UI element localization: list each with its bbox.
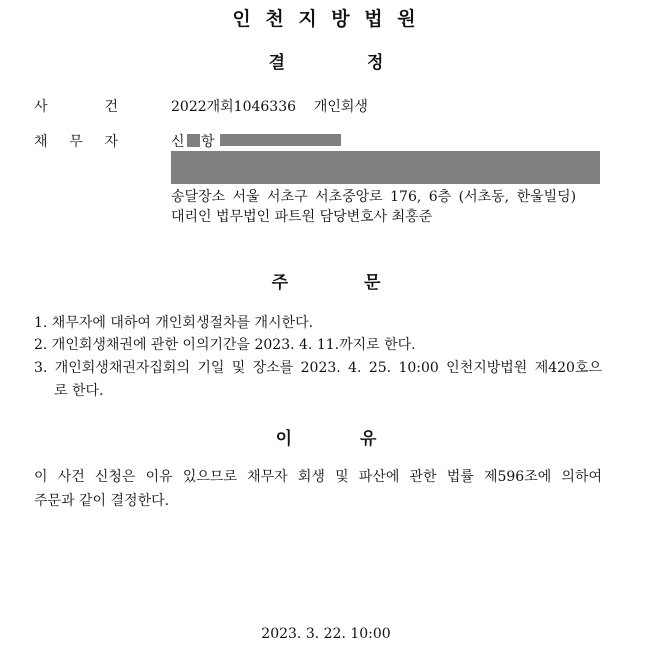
order-item-1: 1. 채무자에 대하여 개인회생절차를 개시한다. — [34, 315, 314, 331]
redacted-address-block — [171, 151, 600, 184]
redacted-id-block — [220, 134, 341, 146]
case-type: 개인회생 — [313, 99, 368, 115]
debtor-name-last: 항 — [201, 134, 215, 150]
decision-date: 2023. 3. 22. 10:00 — [261, 626, 391, 642]
order-heading: 주 문 — [271, 273, 381, 293]
order-item-3: 3. 개인회생채권자집회의 기일 및 장소를 2023. 4. 25. 10:00 인천지방법원 제420호으 — [34, 360, 602, 376]
delivery-address: 송달장소 서울 서초구 서초중앙로 176, 6층 (서초동, 한울빌딩) — [171, 189, 577, 205]
court-name: 인 천 지 방 법 원 — [232, 8, 420, 30]
case-label: 사 건 — [34, 99, 118, 115]
debtor-name: 신 — [171, 134, 185, 150]
reason-line-2: 주문과 같이 결정한다. — [34, 493, 170, 509]
debtor-label: 채 무 자 — [34, 134, 118, 150]
reason-heading: 이 유 — [275, 429, 377, 449]
order-item-2: 2. 개인회생채권에 관한 이의기간을 2023. 4. 11.까지로 한다. — [34, 337, 416, 353]
case-number-line — [171, 96, 368, 116]
legal-agent: 대리인 법무법인 파트원 담당변호사 최홍준 — [171, 209, 433, 225]
reason-line-1: 이 사건 신청은 이유 있으므로 채무자 회생 및 파산에 관한 법률 제596조에 의하여 — [34, 469, 602, 485]
document-type-heading: 결 정 — [268, 53, 384, 73]
case-number: 2022개회1046336 — [171, 99, 297, 115]
redacted-name-block — [187, 134, 200, 147]
order-item-3-continued: 로 한다. — [54, 383, 104, 399]
